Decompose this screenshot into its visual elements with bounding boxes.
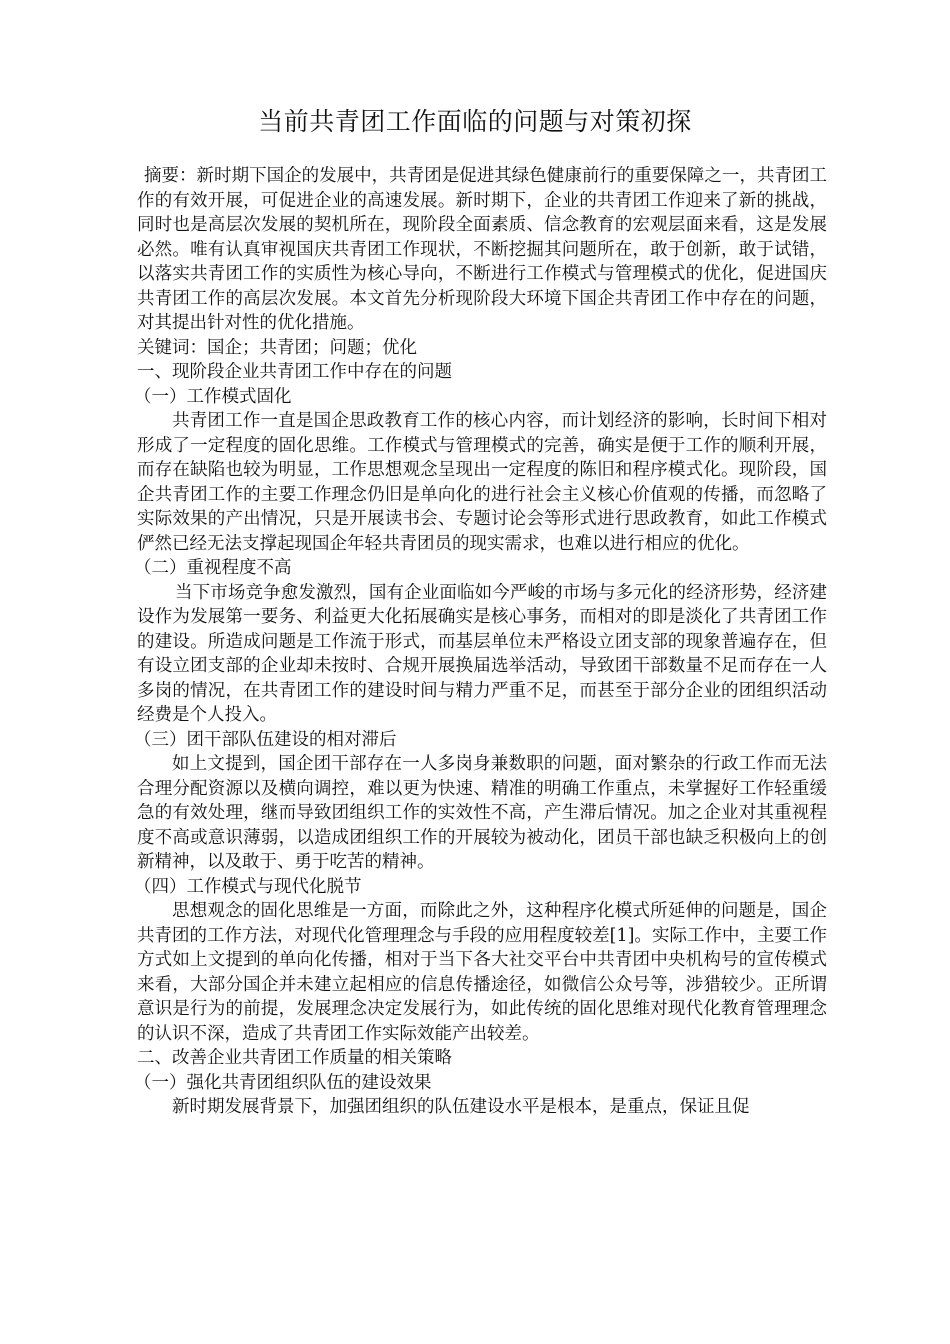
section-1-2-heading: （二）重视程度不高 — [134, 558, 292, 578]
section-1-1-paragraph: 共青团工作一直是国企思政教育工作的核心内容，而计划经济的影响，长时间下相对形成了一定程度的固化思维。工作模式与管理模式的完善，确实是便于工作的顺利开展，而存在缺陷也较为明显，工作思想观念呈现出一定程度的陈旧和程序模式化。现阶段，国企共青团工作的主要工作理念仍旧是单向化的进行社会主义核心价值观的传播，而忽略了实际效果的产出情况，只是开展读书会、专题讨论会等形式进行思政教育，如此工作模式俨然已经无法支撑起现国企年轻共青团员的现实需求，也难以进行相应的优化。 — [137, 411, 827, 554]
section-1-4-paragraph: 思想观念的固化思维是一方面，而除此之外，这种程序化模式所延伸的问题是，国企共青团的工作方法，对现代化管理理念与手段的应用程度较差[1]。实际工作中，主要工作方式如上文提到的单向化传播，相对于当下各大社交平台中共青团中央机构号的宣传模式来看，大部分国企并未建立起相应的信息传播途径，如微信公众号等，涉猎较少。正所谓意识是行为的前提，发展理念决定发展行为，如此传统的固化思维对现代化教育管理理念的认识不深，造成了共青团工作实际效能产出较差。 — [137, 901, 827, 1044]
section-1-1-heading: （一）工作模式固化 — [134, 386, 292, 407]
abstract-paragraph: 摘要：新时期下国企的发展中，共青团是促进其绿色健康前行的重要保障之一，共青团工作的有效开展，可促进企业的高速发展。新时期下，企业的共青团工作迎来了新的挑战，同时也是高层次发展的契机所在，现阶段全面素质、信念教育的宏观层面来看，这是发展必然。唯有认真审视国庆共青团工作现状，不断挖掘其问题所在，敢于创新，敢于试错，以落实共青团工作的实质性为核心导向，不断进行工作模式与管理模式的优化，促进国庆共青团工作的高层次发展。本文首先分析现阶段大环境下国企共青团工作中存在的问题，对其提出针对性的优化措施。 — [137, 166, 827, 333]
section-2-1-heading: （一）强化共青团组织队伍的建设效果 — [134, 1072, 432, 1093]
section-1-4-heading: （四）工作模式与现代化脱节 — [134, 876, 362, 897]
document-title: 当前共青团工作面临的问题与对策初探 — [258, 107, 692, 136]
keywords-line: 关键词：国企；共青团；问题；优化 — [137, 337, 417, 358]
section-1-heading: 一、现阶段企业共青团工作中存在的问题 — [137, 362, 452, 382]
section-2-heading: 二、改善企业共青团工作质量的相关策略 — [137, 1048, 452, 1068]
section-2-1-paragraph: 新时期发展背景下，加强团组织的队伍建设水平是根本，是重点，保证且促 — [172, 1097, 750, 1117]
document-body — [134, 164, 827, 1120]
section-1-2-paragraph: 当下市场竞争愈发激烈，国有企业面临如今严峻的市场与多元化的经济形势，经济建设作为发展第一要务、利益更大化拓展确实是核心事务，而相对的即是淡化了共青团工作的建设。所造成问题是工作流于形式，而基层单位未严格设立团支部的现象普遍存在，但有设立团支部的企业却未按时、合规开展换届选举活动，导致团干部数量不足而存在一人多岗的情况，在共青团工作的建设时间与精力严重不足，而甚至于部分企业的团组织活动经费是个人投入。 — [137, 582, 827, 725]
section-1-3-heading: （三）团干部队伍建设的相对滞后 — [134, 729, 397, 750]
section-1-3-paragraph: 如上文提到，国企团干部存在一人多岗身兼数职的问题，面对繁杂的行政工作而无法合理分配资源以及横向调控，难以更为快速、精准的明确工作重点，未掌握好工作轻重缓急的有效处理，继而导致团组织工作的实效性不高，产生滞后情况。加之企业对其重视程度不高或意识薄弱，以造成团组织工作的开展较为被动化，团员干部也缺乏积极向上的创新精神，以及敢于、勇于吃苦的精神。 — [137, 754, 827, 872]
